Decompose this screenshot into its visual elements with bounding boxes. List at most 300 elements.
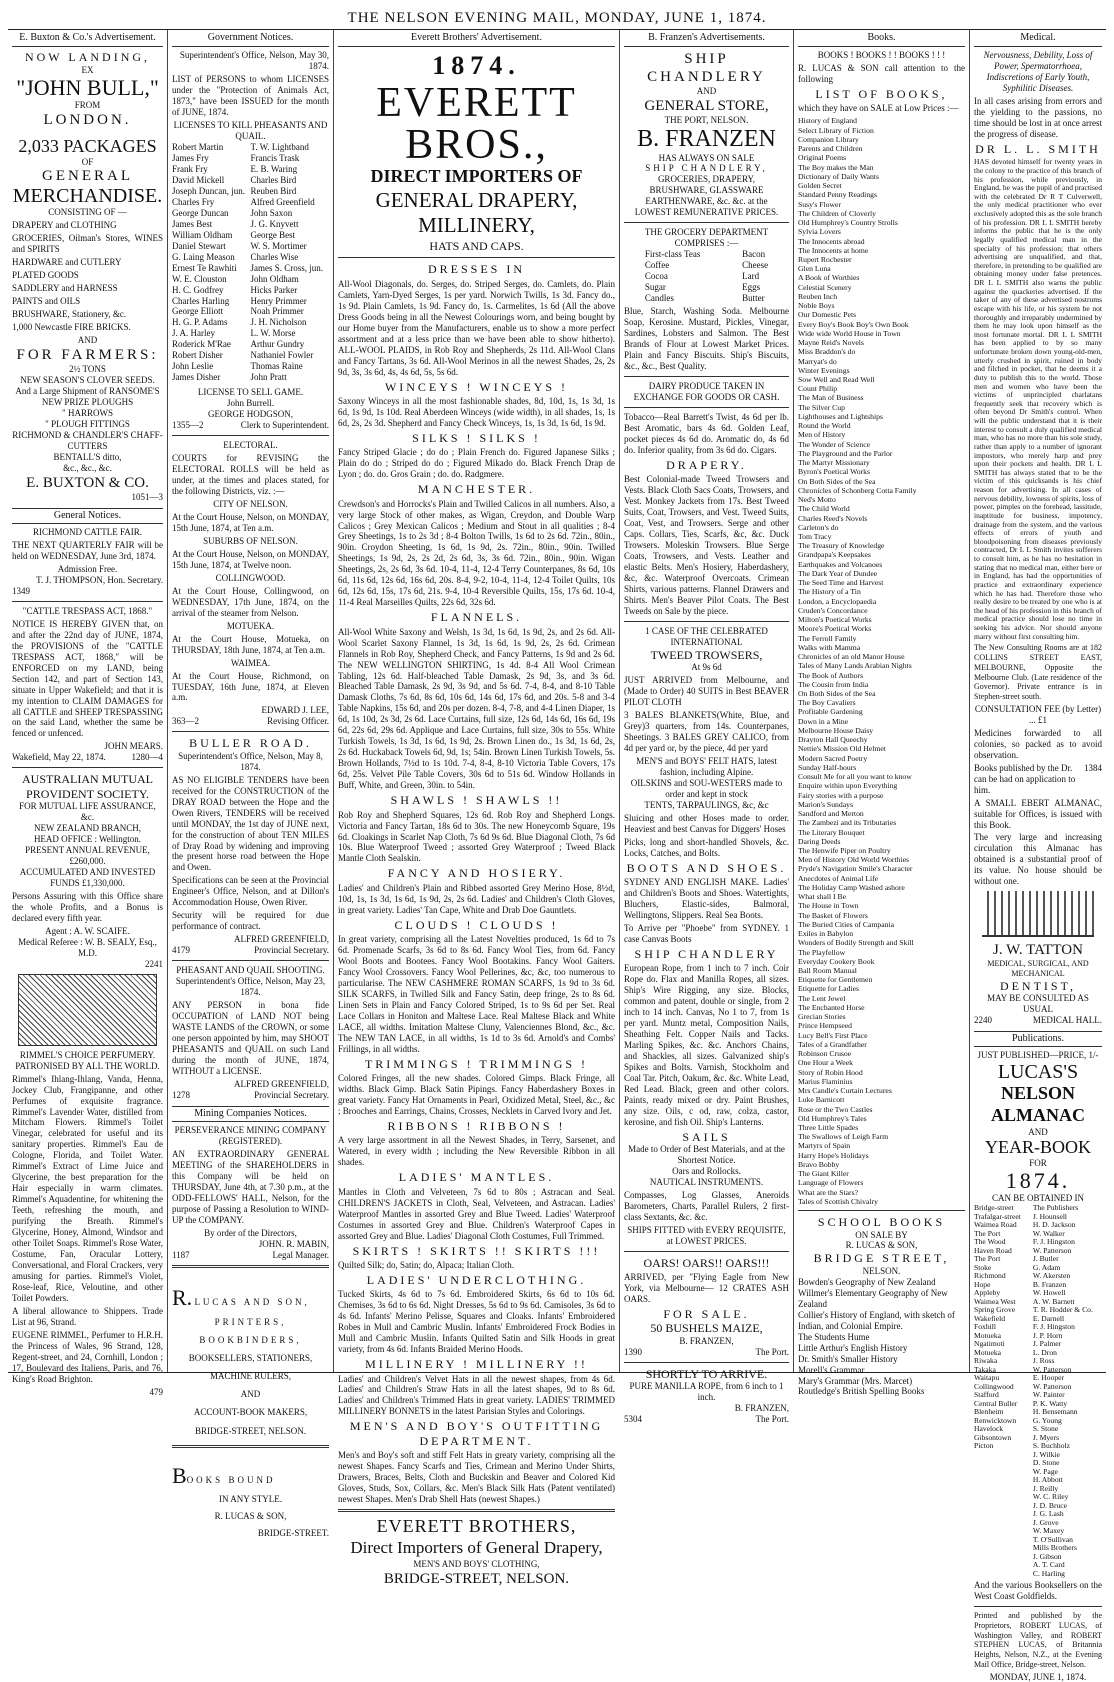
- nautical-title: NAUTICAL INSTRUMENTS.: [649, 1176, 764, 1187]
- buller-sign: ALFRED GREENFIELD,: [234, 934, 329, 945]
- book-title: Winter Evenings: [798, 365, 850, 375]
- columns: [8, 30, 1106, 1682]
- trespass-title: "CATTLE TRESPASS ACT, 1868.": [22, 605, 153, 616]
- school-book-title: Collier's History of England, with sketch of Indian, and Colonial Empire.: [798, 1309, 955, 1331]
- book-title: Milton's Poetical Works: [798, 615, 872, 625]
- book-title: Rose or the Two Castles: [798, 1104, 873, 1114]
- agent-name: D. Stone: [1032, 1458, 1060, 1468]
- lucas-trade: ACCOUNT-BOOK MAKERS,: [193, 1406, 308, 1417]
- rimmel-text: Rimmel's Ihlang-Ihlang, Vanda, Henna, Jockey Club, Frangipanne, and other Perfumes of exquisite fragrance. Rimmel's Lavender Water, distilled from Mitcham Flowers. Rimmel's Toilet Vinegar, celebrated for useful and its sanitary properties. Rimmel's Eau de Cologne, Florida, and Toilet Water. Rimmel's Extract of Lime Juice and Glycerine, the best preparation for the Hair especially in warm climates. Rimmel's Aquadentine, for whitening the Teeth, refreshing the mouth, and purifying the Breath. Rimmel's Glycerine, Honey, Almond, Windsor and other Toilet Soaps. Rimmel's Rose Water, Costume, Fan, Oracular Lottery, Conversational, and Floral Crackers, very amusing for parties. Rimmel's Violet, Rose-leaf, Rice, Veloutine, and other Toilet Powders.: [12, 1073, 163, 1303]
- section-text: Crewdson's and Horrocks's Plain and Twilled Calicos in all numbers. Also, a very large Stock of other makes, as Wigan, Creydon, and Double Warp Calicos ; Grey Mexican Calicos ; Medium and Stout in all qualities ; 8-4 Grey Sheetings, 1s to 2s 3d ; 8-4 Bolton Twills, 1s 6d to 2s 6d. 72in., 80in., 90in. Croydon Sheeting, 1s 6d, 1s 9d, 2s. 72in., 80in., 90in. Twilled Sheetings, 1s 9d, 2s, 2s 2d, 2s 6d, 3s, 3s 6d. 72in., 80in., 90in. Wigan Sheetings, 2s, 2s 6d, 3s 6d. 10-4, 11-4, 12-4 Terry Counterpanes, 8s 6d, 10s 6d, 11s 6d, 12s 6d, 16s 6d, 20s. 8-4, 9-2, 10-4, 11-4, 12-4 Toilet Quilts, 10s 6d, 12s 6d, 15s, 17s 6d, 21s. 9-4, 10-4 Reversible Quilts, 15s, 17s 6d. 10-4, 11-4 Real Marseilles Quilts, 22s 6d, 32s 6d.: [338, 498, 615, 608]
- agent-place: Motueka: [974, 1347, 1001, 1357]
- general-notices-header: General Notices.: [12, 508, 163, 524]
- book-title: Companion Library: [798, 134, 859, 144]
- agent-place: The Port: [974, 1228, 1001, 1238]
- section-heading: MILLINERY ! MILLINERY !!: [365, 1357, 588, 1372]
- book-title: Enquire within upon Everything: [798, 781, 898, 791]
- goods-item: GROCERIES, Oilman's Stores, WINES and SPIRITS: [12, 233, 163, 255]
- rimmel-addr: EUGENE RIMMEL, Perfumer to H.R.H. the Princess of Wales, 96 Strand, 128, Regent-street, and 24, Cornhill, London ; 17, Boulevard des Italiens, Paris, and 76, King's Road Brighton.: [12, 1329, 163, 1384]
- book-title: Exiles in Babylon: [798, 929, 854, 939]
- ref: 1349: [12, 585, 30, 596]
- agent-place: Central Buller: [974, 1398, 1018, 1408]
- license-name: John Oldham: [250, 273, 299, 284]
- agent-place: Richmond: [974, 1271, 1006, 1281]
- ref: 5304: [624, 1414, 642, 1425]
- ref: 479: [149, 1386, 163, 1397]
- suburbs: SUBURBS OF NELSON.: [203, 535, 298, 546]
- book-title: The Innocents at home: [798, 245, 869, 255]
- implement: " HARROWS: [62, 408, 113, 418]
- books-line: BOOKS ! BOOKS ! ! BOOKS ! ! !: [817, 50, 946, 61]
- license-name: David Mickell: [172, 174, 225, 185]
- franzen-sign: B. FRANZEN,: [679, 1335, 734, 1346]
- agent-name: S. Stone: [1032, 1424, 1059, 1434]
- book-title: The Treasury of Knowledge: [798, 541, 885, 551]
- book-title: Story of Robin Hood: [798, 1067, 863, 1077]
- shoot-office: Superintendent's Office, Nelson, May 23, 1874.: [175, 976, 326, 998]
- agent-place: Wakefield: [974, 1313, 1006, 1323]
- section-text: All-Wool White Saxony and Welsh, 1s 3d, 1s 6d, 1s 9d, 2s, and 2s 6d. All-Wool Scarlet Saxony Flannel, 1s 3d, 1s 6d, 1s 9d, 2s, 2s 6d. Crimean Flannels in Rob Roy, Shepherd Check, and Fancy Patterns, 1s 9d and 2s 6d. The NEW WELLINGTON SHIRTING, 1s 4d. 8-4 All Wool Crimean Tabling, 12s 6d. Half-bleached Table Damask, 2s 9d, 3s, and 3s 6d. Bleached Table Damask, 2s 9d, 3s 9d, and 5s 6d. 7-4, 8-4, and 8-10 Table Damask Cloths, 7s 6d, 8s 6d, 10s 6d, 14s 6d, 17s 6d, and 20s. 5-8 and 3-4 Table Napkins, 15s 6d, and 20s per dozen. 8-4, 7-8, and 4-4 Linen Diaper, 1s 6d, 1s 10d, 2s 3d, 2s 6d. Lace Curtains, full size, 12s 6d, 14s 6d, 16s 6d, 19s 6d, 22s 6d, 29s 6d. Applique and Lace Curtains, full size, 30s to 55s. White Turkish Towels, 1s 3d, 1s 6d, 1s 9d, 2s. Brown Linen do., 1s 3d, 1s 6d, 2s, 2s 6d. Huckaback Towels 6d, 9d, 1s; 54in. Brown Linen Turkish Towels, 5s. Brown Hollands, 7½d to 1s 10d. 7-4, 8-4, 8-10 Victoria Table Covers, 17s 6d, 25s. Velvet Pile Table Covers, 30s 6d to 51s 6d. Window Hollands in Buff, White, and Green, 30in. to 54in.: [338, 626, 615, 791]
- column-header: Everett Brothers' Advertisement.: [338, 32, 615, 47]
- book-title: Sunday Half-hours: [798, 762, 857, 772]
- book-title: The Boy Cavaliers: [798, 698, 856, 708]
- book-title: Sylvia Lovers: [798, 227, 841, 237]
- book-title: Lucy Bell's First Place: [798, 1030, 868, 1040]
- book-title: The Henwife Piper on Poultry: [798, 845, 891, 855]
- buller-office: Superintendent's Office, Nelson, May 8, 1874.: [178, 750, 323, 772]
- names-column-b: [251, 142, 330, 383]
- line: GROCERIES, DRAPERY,: [657, 174, 756, 185]
- symptoms: Nervousness, Debility, Loss of Power, Spermatorrhoea, Indiscretions of Early Youth, Syphilitic Diseases.: [983, 50, 1093, 94]
- book-title: Mayne Reid's Novels: [798, 338, 864, 348]
- book-title: The Buried Cities of Campania: [798, 919, 895, 929]
- book-title: Men of History: [798, 430, 846, 440]
- lucas-printers-ad: [172, 1286, 329, 1437]
- agent-place: Havelock: [974, 1424, 1004, 1434]
- circulation: The very large and increasing circulation this Almanac has obtained is a substantial proof of its value. No house should be without one.: [974, 832, 1102, 887]
- lucas-addr: BRIDGE-STREET, NELSON.: [194, 1425, 307, 1436]
- line: SHIP CHANDLERY,: [645, 163, 768, 174]
- agent-name: W. Patterson: [1032, 1245, 1072, 1255]
- license-name: John Saxon: [250, 207, 293, 218]
- grocery-item: Coffee: [644, 260, 670, 271]
- waimea-text: At the Court House, Richmond, on TUESDAY, 16th June, 1874, at Eleven a.m.: [172, 670, 329, 703]
- for-sale: FOR SALE.: [663, 1307, 750, 1322]
- license-name: Joseph Duncan, jun.: [172, 185, 245, 196]
- column-header: Books.: [798, 32, 965, 47]
- franzen-sign: B. FRANZEN,: [734, 1403, 789, 1414]
- grocery-item: Cheese: [742, 260, 769, 271]
- list-sub: which they have on SALE at Low Prices :—: [798, 103, 959, 114]
- just-published: JUST PUBLISHED—PRICE, 1/-: [977, 1050, 1099, 1061]
- always: HAS ALWAYS ON SALE: [658, 152, 755, 163]
- book-title: Standard Penny Readings: [798, 190, 877, 200]
- obtained: CAN BE OBTAINED IN: [991, 1193, 1085, 1204]
- agent-name: J. Ross: [1032, 1356, 1055, 1366]
- now-landing: NOW LANDING,: [24, 50, 151, 65]
- amp-agent: Agent : A. W. SCAIFE.: [45, 925, 130, 936]
- electoral-title: ELECTORAL.: [223, 440, 278, 451]
- agent-name: P. K. Watty: [1032, 1398, 1068, 1408]
- school-line: R. LUCAS & SON,: [845, 1240, 918, 1251]
- book-titles: [798, 116, 965, 1206]
- mining-text: AN EXTRAORDINARY GENERAL MEETING of the SHAREHOLDERS in this Company will be held on THURSDAY, June 4th, at 7.30 p.m., at the ODD-FELLOWS' HALL, Nelson, for the purpose of Passing a Resolution to WIND-UP the COMPANY.: [172, 1148, 329, 1225]
- printed: Printed and published by the Proprietors, ROBERT LUCAS, of Washington Valley, and ROBERT STEPHEN LUCAS, of Britannia Heights, Nelson, N.Z., at the Evening Mail Office, Bridge-street, Nelson.: [974, 1611, 1102, 1669]
- rooms: The New Consulting Rooms are at 182 COLLINS STREET EAST, MELBOURNE, Opposite the Melbourne Club. (Late residence of the Governor). Private entrance is in Stephen-street south.: [974, 643, 1102, 702]
- license-name: E. B. Waring: [250, 163, 298, 174]
- agent-name: T. O'Sullivan: [1032, 1534, 1073, 1544]
- drapery-text: Best Colonial-made Tweed Trowsers and Vests. Black Cloth Sacs Coats, Trowsers, and Vest. Monkey Jackets from 17s. Best Tweed Suits, Coat, Trowsers, and Vest. Tweed Suits, Coat, Vest, and Trowsers. Serge and other Caps. Collars, Ties, Scarfs, &c, &c. Duck Trowsers. Moleskin Trowsers. Blue Serge Coats, Trowsers, and Vests. Leather and elastic Belts. Men's Hosiery, Haberdashery, &c, &c. Waterproof Overcoats. Crimean Shirts, various patterns. Flannel Drawers and Shirts. Men's Beaver Pilot Coats. The Best Tweeds on Sale by the piece.: [624, 474, 789, 616]
- book-title: The Silver Cup: [798, 402, 845, 412]
- firm-name: E. BUXTON & CO.: [26, 474, 149, 491]
- school-line: SCHOOL BOOKS: [817, 1215, 946, 1230]
- book-title: The Wonder of Science: [798, 439, 871, 449]
- and: AND: [77, 335, 98, 346]
- agent-name: A. W. Barnett: [1032, 1296, 1075, 1306]
- book-title: Ned's Motto: [798, 495, 836, 505]
- agent-name: H. Abbott: [1032, 1475, 1063, 1485]
- book-title: Etiquette for Ladies: [798, 984, 860, 994]
- arrived: ARRIVED, per "Flying Eagle from New York, via Melbourne— 12 CRATES ASH OARS.: [624, 1272, 789, 1305]
- section-heading: DRESSES IN: [427, 262, 525, 277]
- grocery-item: Candles: [644, 293, 674, 304]
- book-title: Grandpapa's Keepsakes: [798, 550, 871, 560]
- license-names: [172, 142, 329, 383]
- book-title: Marius Flaminius: [798, 1076, 853, 1086]
- school-line: ON SALE BY: [855, 1229, 908, 1240]
- line: LOWEST REMUNERATIVE PRICES.: [634, 207, 779, 218]
- books-by: R. LUCAS & SON,: [214, 1510, 287, 1521]
- agent-place: Takaka: [974, 1364, 996, 1374]
- book-title: Round the World: [798, 421, 851, 431]
- grocery-item: Cocoa: [644, 271, 668, 282]
- book-title: The Children of Cloverly: [798, 208, 876, 218]
- line: EARTHENWARE, &c. &c. at the: [645, 196, 768, 207]
- mining-order: By order of the Directors,: [204, 1227, 297, 1238]
- license-name: Robert Disher: [172, 350, 223, 361]
- book-title: Mrs Candle's Curtain Lectures: [798, 1086, 892, 1096]
- section-heading: WINCEYS ! WINCEYS !: [384, 379, 569, 394]
- agent-place: Appleby: [974, 1288, 1001, 1298]
- agent-place: Haven Road: [974, 1245, 1012, 1255]
- book-title: Cruden's Concordance: [798, 605, 868, 615]
- school-line: BRIDGE STREET,: [813, 1251, 950, 1266]
- rimmel-title: RIMMEL'S CHOICE PERFUMERY.: [19, 1049, 156, 1060]
- agent-name: W. Patterson: [1032, 1364, 1072, 1374]
- tweed-line: 1 CASE OF THE CELEBRATED: [645, 625, 768, 636]
- book-title: History of England: [798, 116, 857, 126]
- section-text: Tucked Skirts, 4s 6d to 7s 6d. Embroidered Skirts, 6s 6d to 10s 6d. Chemises, 3s 6d to 6s 6d. Night Dresses, 5s 6d to 9s 6d. Camisoles, 3s 6d to 4s 6d. Infants' Merino Pelisse, Squares and Cloaks. Infants' Embroidered Robes in Mull and Cambric Muslin. Infants' Embroidered Frock Bodies in Mull and Cambric Muslin. Infants Quilted Satin and Silk Hoods in great variety, from 4s 6d. Infants Braided Merino Hoods.: [338, 1289, 615, 1355]
- book-title: Old Humphrey's Tales: [798, 1113, 867, 1123]
- school-book-title: Dr. Smith's Smaller History: [798, 1353, 898, 1364]
- book-title: Every Boy's Book Boy's Own Book: [798, 319, 909, 329]
- book-title: Charles Reed's Novels: [798, 513, 868, 523]
- amp-funds: ACCUMULATED AND INVESTED FUNDS £1,330,000.: [19, 866, 156, 888]
- column-header: B. Franzen's Advertisements.: [624, 32, 789, 47]
- the-port: The Port.: [755, 1414, 789, 1425]
- trespass-text: NOTICE IS HEREBY GIVEN that, on and after the 22nd day of JUNE, 1874, the PROVISIONS of the "CATTLE TRESPASS ACT, 1868," will be ENFORCED on my LAND, being Section 142, and part of Section 143, situate in Upper Wakefield; and that it is my intention to CLAIM DAMAGES for all CATTLE and SHEEP TRESPASSING on the said Land, whether the same be fenced or unfenced.: [12, 618, 163, 739]
- quail-title: LICENSES TO KILL PHEASANTS AND QUAIL.: [173, 120, 328, 141]
- fair-admission: Admission Free.: [57, 563, 118, 574]
- ref: 1278: [172, 1089, 190, 1100]
- agent-place: Renwicktown: [974, 1415, 1017, 1425]
- book-title: The Swallows of Leigh Farm: [798, 1132, 889, 1142]
- book-title: Prince Hempseed: [798, 1021, 853, 1031]
- agent-name: W. Painter: [1032, 1390, 1065, 1400]
- consisting: CONSISTING OF —: [48, 207, 127, 218]
- agent-place: Waimea Road: [974, 1220, 1017, 1230]
- license-name: Roderick M'Rae: [172, 339, 231, 350]
- license-name: Robert Martin: [172, 141, 224, 152]
- year-book: YEAR-BOOK: [985, 1137, 1091, 1158]
- agent-name: W. Walker: [1032, 1228, 1065, 1238]
- buller-sign2: Provincial Secretary.: [254, 945, 329, 956]
- ref: 363—2: [172, 716, 199, 727]
- agent-place: Stoke: [974, 1262, 992, 1272]
- agent-place: Trafalgar-street: [974, 1211, 1021, 1221]
- book-title: Lighthouses and Lightships: [798, 411, 883, 421]
- book-title: Wide wide World House in Town: [798, 328, 901, 338]
- tobacco: Tobacco—Real Barrett's Twist, 4s 6d per lb. Best Aromatic, bars 4s 6d. Golden Leaf, pocket pieces 4s 6d do. Aromatic do, 4s 6d do. Inferior quality, from 3s 6d do. Cigars.: [624, 411, 789, 455]
- mining-header: Mining Companies Notices.: [172, 1106, 329, 1122]
- agents: [974, 1204, 1102, 1578]
- grocery-item: Sugar: [644, 282, 666, 293]
- book-title: The Playfellow: [798, 947, 846, 957]
- fee: CONSULTATION FEE (by Letter) ... £1: [974, 703, 1102, 725]
- grocery-lists: [624, 249, 789, 304]
- license-name: Daniel Stewart: [172, 240, 226, 251]
- book-title: Glen Luna: [798, 264, 831, 274]
- book-title: Select Library of Fiction: [798, 125, 874, 135]
- book-title: Sow Well and Read Well: [798, 375, 875, 385]
- book-title: The Enchanted Horse: [798, 1002, 865, 1012]
- goods-list: [12, 220, 163, 333]
- book-title: Men of History Old World Worthies: [798, 855, 910, 865]
- school-book-title: Bowden's Geography of New Zealand: [798, 1276, 936, 1287]
- ship-chandlery: SHIP CHANDLERY: [647, 51, 766, 86]
- amp-sub: FOR MUTUAL LIFE ASSURANCE, &c.: [19, 801, 156, 823]
- book-title: Harry Hope's Holidays: [798, 1150, 869, 1160]
- suburbs-text: At the Court House, Nelson, on MONDAY, 15th June, 1874, at Twelve noon.: [172, 548, 329, 570]
- book-title: Daring Deeds: [798, 836, 841, 846]
- book-title: Luke Barnicott: [798, 1095, 845, 1105]
- license-name: Reuben Bird: [250, 185, 297, 196]
- agent-name: J. Grove: [1032, 1517, 1059, 1527]
- oars-big: OARS! OARS!! OARS!!!: [643, 1255, 770, 1270]
- book-title: The Basket of Flowers: [798, 910, 868, 920]
- game-sign: GEORGE HODGSON,: [208, 409, 293, 420]
- agent-name: J. Reilly: [1032, 1483, 1059, 1493]
- book-title: Ball Room Manual: [798, 966, 857, 976]
- tatton-line: DENTIST,: [999, 978, 1077, 993]
- book-title: The Holiday Camp Washed ashore: [798, 882, 905, 892]
- section-heading: SKIRTS ! SKIRTS !! SKIRTS !!!: [352, 1243, 601, 1258]
- book-title: Earthquakes and Volcanoes: [798, 559, 883, 569]
- section-text: Quilted Silk; do, Satin; do, Alpaca; Italian Cloth.: [338, 1259, 514, 1270]
- agent-name: J. Myers: [1032, 1432, 1060, 1442]
- section-heading: MEN'S AND BOY'S OUTFITTING DEPARTMENT.: [349, 1419, 604, 1448]
- ref: 1280—4: [131, 752, 163, 763]
- license-name: L. W. Morse: [250, 328, 296, 339]
- lucas-trade: BOOKBINDERS,: [199, 1334, 302, 1345]
- agent-place: The Wood: [974, 1237, 1006, 1247]
- lucas-trade: MACHINE RULERS,: [209, 1370, 291, 1381]
- agent-name: J. Butler: [1032, 1254, 1059, 1264]
- book-title: Bravo Bobby: [798, 1159, 840, 1169]
- book-title: Dictionary of Daily Wants: [798, 171, 880, 181]
- license-name: T. W. Lightband: [250, 141, 309, 152]
- almanac-year: 1874.: [1005, 1167, 1071, 1193]
- book-title: The History of a Tin: [798, 587, 861, 597]
- book-title: Reuben Inch: [798, 291, 838, 301]
- license-name: W. S. Mortimer: [250, 240, 307, 251]
- book-title: The Dark Year of Dundee: [798, 568, 878, 578]
- book-title: The Child World: [798, 504, 850, 514]
- agents-names: [1033, 1204, 1102, 1578]
- agent-place: Stafford: [974, 1390, 999, 1400]
- trespass-date: Wakefield, May 22, 1874.: [12, 752, 106, 763]
- nelson-almanac: NELSON ALMANAC: [991, 1083, 1085, 1126]
- agent-name: The Publishers: [1032, 1203, 1079, 1213]
- shoot-text: ANY PERSON in bona fide OCCUPATION of LAND NOT being WASTE LANDS of the CROWN, or some one person appointed by him, may SHOOT PHEASANTS and QUAIL on such Land during the month of JUNE, 1874, WITHOUT a LICENSE.: [172, 1000, 329, 1076]
- agent-name: J. Hounsell: [1032, 1211, 1068, 1221]
- fair-title: RICHMOND CATTLE FAIR.: [32, 526, 143, 537]
- agent-name: F. J. Hingston: [1032, 1237, 1075, 1247]
- school-book-title: Routledge's British Spelling Books: [798, 1386, 925, 1397]
- shoot-sign2: Provincial Secretary.: [254, 1089, 329, 1100]
- section-heading: LADIES' MANTLES.: [398, 1170, 555, 1185]
- section-text: All-Wool Diagonals, do. Serges, do. Striped Serges, do. Camlets, do. Plain Camlets, Yarn-Dyed Serges, 1s per yard. Norwich Twills, 1s 3d. Fancy do., 1s 9d. Plain Camlets, 1s 9d. Fancy do, 1s. Carmelites, 1s 6d (All the above Dress Goods being in all the Newest Colourings worn, and being bought by our Home buyer from the Manufacturers, enable us to show a more perfect assortment and at a less price than we have been able to show hitherto). ALL-WOOL PLAIDS, in Rob Roy and Shepherds, 2s 11d. All-Wool Clans and Fancy Tartans, 3s 6d. All-Wool Merinos in all the newest Shades, 2s, 2s 9d, 3s, 3s 6d, 4s, 4s 6d, 5s, 5s 6d.: [338, 278, 615, 377]
- license-name: James Best: [172, 218, 213, 229]
- motueka: MOTUEKA.: [226, 620, 275, 631]
- school-book-title: Morell's Grammar: [798, 1364, 865, 1375]
- section-text: Rob Roy and Shepherd Squares, 12s 6d. Rob Roy and Shepherd Longs. Victoria and Fancy Tartan, 18s 6d to 30s. The new Honeycomb Square, 19s 6d. Cloakings in Scarlet Nap Cloth, 7s 6d 9s 6d. Blue Diagonal Cloth, 7s 6d 10s. Blue Waterproof Tweed ; assorted Grey Waterproof ; Tweed Black Mantle Cloth Sealskin.: [338, 809, 615, 864]
- book-title: Wonders of Bodily Strength and Skill: [798, 938, 914, 948]
- book-title: Chronicles of an old Manor House: [798, 652, 905, 662]
- tatton-line: MAY BE CONSULTED AS USUAL: [987, 993, 1089, 1015]
- tents: TENTS, TARPAULINGS, &c, &c: [644, 799, 769, 810]
- ex: EX: [81, 64, 94, 75]
- book-title: On Both Sides of the Sea: [798, 688, 876, 698]
- grocery-item: First-class Teas: [644, 249, 701, 260]
- book-title: Modern Sacred Poetry: [798, 753, 868, 763]
- everett-foot3: MEN'S AND BOYS' CLOTHING,: [413, 1558, 540, 1569]
- section-heading: SHAWLS ! SHAWLS !!: [390, 793, 563, 808]
- ploughs: And a Large Shipment of RANSOME'S NEW PRIZE PLOUGHS: [15, 386, 160, 408]
- general-store: GENERAL STORE,: [644, 98, 769, 115]
- book-title: London, a Encyclopaedia: [798, 596, 877, 606]
- agent-place: Blenheim: [974, 1407, 1004, 1417]
- grocery-title: THE GROCERY DEPARTMENT: [644, 227, 769, 238]
- license-name: H. G. P. Adams: [172, 317, 228, 328]
- oilskins: OILSKINS and SOU-WESTERS made to order and kept in stock: [630, 777, 783, 799]
- electoral-text: COURTS for REVISING the ELECTORAL ROLLS will be held as under, at the times and places stated, for the following Districts, viz. :—: [172, 453, 329, 496]
- ref: 1384: [1084, 762, 1102, 773]
- franzen-name: B. FRANZEN: [637, 126, 776, 153]
- tons: 2½ TONS: [69, 364, 106, 375]
- license-name: James Disher: [172, 372, 221, 383]
- general: GENERAL: [42, 168, 133, 185]
- book-title: Original Poems: [798, 153, 847, 163]
- agent-name: W. C. Riley: [1032, 1492, 1069, 1502]
- section-heading: TRIMMINGS ! TRIMMINGS !: [364, 1056, 589, 1071]
- agent-name: W. Akersten: [1032, 1271, 1071, 1281]
- school-book-title: Little Arthur's English History: [798, 1342, 908, 1353]
- sails-text: Made to Order of Best Materials, and at the Shortest Notice.: [628, 1144, 785, 1165]
- school-book-title: Mary's Grammar (Mrs. Marcet): [798, 1375, 913, 1386]
- dairy: DAIRY PRODUCE TAKEN IN EXCHANGE FOR GOODS OR CASH.: [633, 380, 780, 402]
- book-title: The House in Town: [798, 901, 859, 911]
- agent-name: G. Adam: [1032, 1262, 1061, 1272]
- for-farmers: FOR FARMERS:: [16, 347, 159, 364]
- book-title: Grecian Stories: [798, 1012, 846, 1022]
- license-name: John Leslie: [172, 361, 214, 372]
- lucas-initial: R.: [172, 1284, 193, 1310]
- book-title: Rupert Rochester: [798, 254, 852, 264]
- license-name: George Best: [250, 229, 296, 240]
- agent-place: Bridge-street: [974, 1203, 1014, 1213]
- ref: 1187: [172, 1249, 190, 1260]
- agent-place: Foxhill: [974, 1322, 996, 1332]
- section-text: Ladies' and Children's Velvet Hats in all the newest shapes, from 4s 6d. Ladies' and Children's Straw Hats in all the latest shapes, 9d to 8s 6d. Ladies' and Children's Trimmed Hats in great variety. LADIES' TRIMMED MILLINERY BONNETS in the latest Parisian Styles and Colorings.: [338, 1373, 615, 1417]
- agent-name: J. Gibson: [1032, 1551, 1062, 1561]
- goods-item: PLATED GOODS: [12, 270, 79, 281]
- license-name: Charles Wise: [250, 251, 299, 262]
- book-title: The Book of Authors: [798, 670, 864, 680]
- everett-foot2: Direct Importers of General Drapery,: [350, 1537, 603, 1557]
- agent-name: E. Darnell: [1032, 1313, 1065, 1323]
- license-name: Nathaniel Fowler: [250, 350, 314, 361]
- from: FROM: [74, 99, 101, 110]
- agent-name: J. D. Bruce: [1032, 1500, 1068, 1510]
- tweed-price: At 9s 6d: [691, 662, 722, 673]
- book-title: Moore's Poetical Works: [798, 624, 872, 634]
- grocery-item: Bacon: [742, 249, 766, 260]
- book-title: Three Little Spades: [798, 1123, 859, 1132]
- everett-sub3: HATS AND CAPS.: [429, 239, 524, 254]
- book-title: Count Philip: [798, 384, 838, 394]
- book-title: The Seed Time and Harvest: [798, 578, 884, 588]
- grocery-item: Butter: [742, 293, 765, 304]
- buller-sec: Security will be required for due performance of contract.: [172, 910, 329, 932]
- agent-name: J. G. Lash: [1032, 1509, 1064, 1519]
- grocery-list-left: [645, 249, 700, 304]
- everett-sections: [338, 262, 615, 1505]
- chandlery-title: SHIP CHANDLERY: [634, 946, 779, 961]
- license-name: Frank Fry: [172, 163, 208, 174]
- tweed-line: INTERNATIONAL: [670, 636, 743, 647]
- book: Books published by the Dr. can be had on application to him.: [974, 762, 1076, 795]
- felt-hats: MEN'S and BOYS' FELT HATS, latest fashion, including Alpine.: [636, 755, 777, 777]
- book-title: Old Humphrey's Country Strolls: [798, 218, 898, 228]
- grocery-list-right: [742, 249, 768, 304]
- game-name: John Burrell.: [227, 398, 274, 409]
- license-name: Charles Bird: [250, 174, 297, 185]
- sails-title: SAILS: [682, 1129, 731, 1144]
- agent-name: Mills Brothers: [1032, 1543, 1077, 1553]
- section-heading: SILKS ! SILKS !: [412, 430, 541, 445]
- picks: Picks, long and short-handled Shovels, &c. Locks, Catches, and Bolts.: [624, 836, 789, 858]
- agent-place: Riwaka: [974, 1356, 998, 1366]
- agent-name: H. D. Jackson: [1032, 1220, 1076, 1230]
- agent-name: W. Patterson: [1032, 1381, 1072, 1391]
- book-title: Celestial Scenery: [798, 282, 852, 292]
- amp-revenue: PRESENT ANNUAL REVENUE, £260,000.: [25, 845, 150, 866]
- book-title: What shall I Be: [798, 892, 847, 902]
- book-title: A Book of Worthies: [798, 273, 860, 283]
- mining-sign: JOHN. R. MABIN,: [258, 1238, 329, 1249]
- book-title: One Hour a Week: [798, 1058, 853, 1068]
